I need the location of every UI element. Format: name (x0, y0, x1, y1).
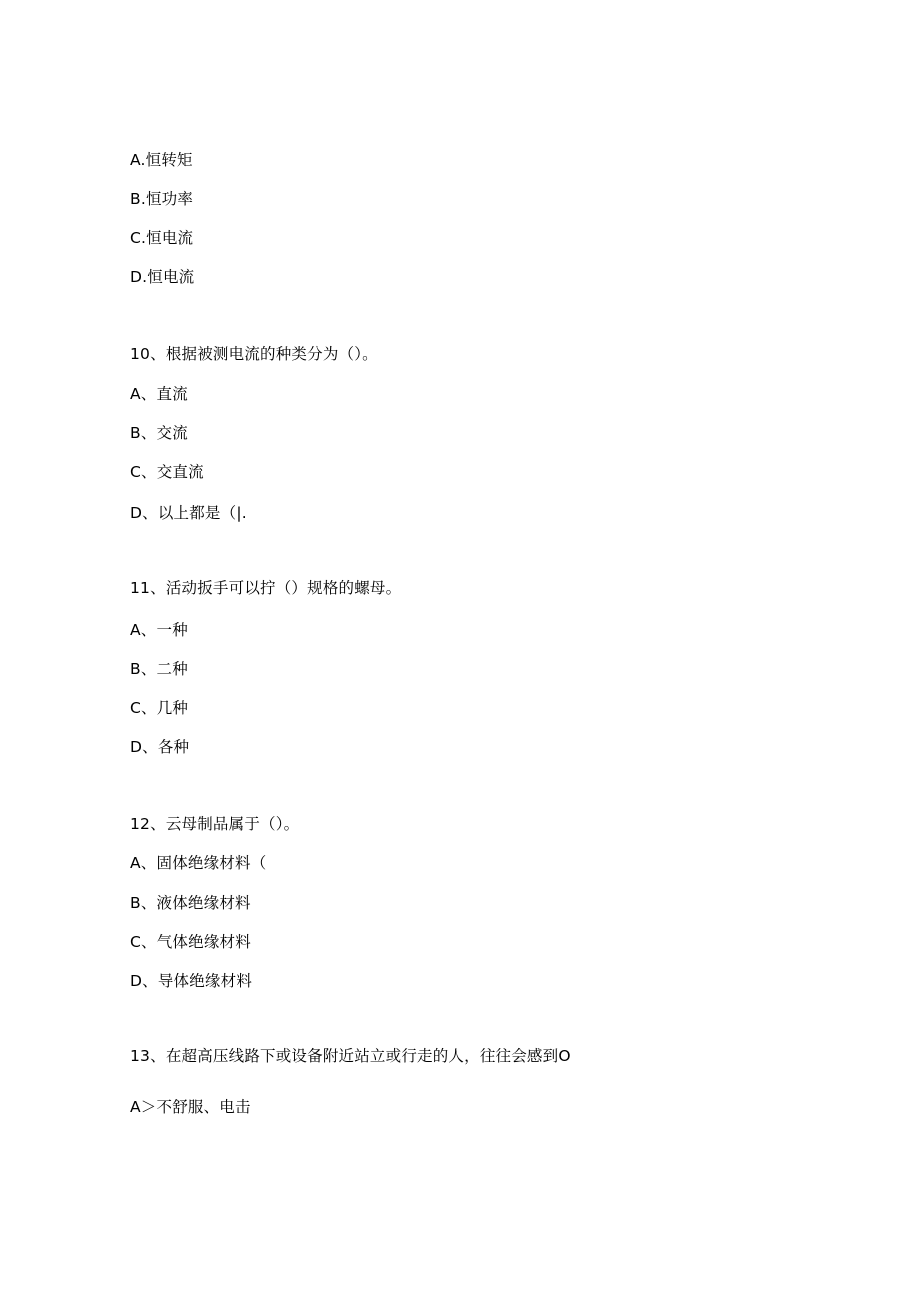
q10-question: 10、根据被测电流的种类分为（）。 (130, 345, 378, 363)
q9-option-a: A.恒转矩 (130, 151, 193, 169)
q13-question: 13、在超高压线路下或设备附近站立或行走的人，往往会感到O (130, 1047, 571, 1065)
q13-option-a: A＞不舒服、电击 (130, 1098, 251, 1116)
q12-option-b: B、液体绝缘材料 (130, 894, 251, 912)
q9-option-b: B.恒功率 (130, 190, 194, 208)
q11-option-b: B、二种 (130, 660, 188, 678)
q11-option-c: C、几种 (130, 699, 189, 717)
q11-question: 11、活动扳手可以拧（）规格的螺母。 (130, 579, 402, 597)
q12-option-c: C、气体绝缘材料 (130, 933, 251, 951)
q12-question: 12、云母制品属于（）。 (130, 815, 300, 833)
q11-option-d: D、各种 (130, 738, 190, 756)
q12-option-d: D、导体绝缘材料 (130, 972, 253, 990)
q10-option-c: C、交直流 (130, 463, 204, 481)
q12-option-a: A、固体绝缘材料（ (130, 854, 267, 872)
q10-option-a: A、直流 (130, 385, 188, 403)
q9-option-d: D.恒电流 (130, 268, 195, 286)
q9-option-c: C.恒电流 (130, 229, 194, 247)
q10-option-d: D、以上都是（|. (130, 504, 247, 522)
q10-option-b: B、交流 (130, 424, 188, 442)
q11-option-a: A、一种 (130, 621, 188, 639)
